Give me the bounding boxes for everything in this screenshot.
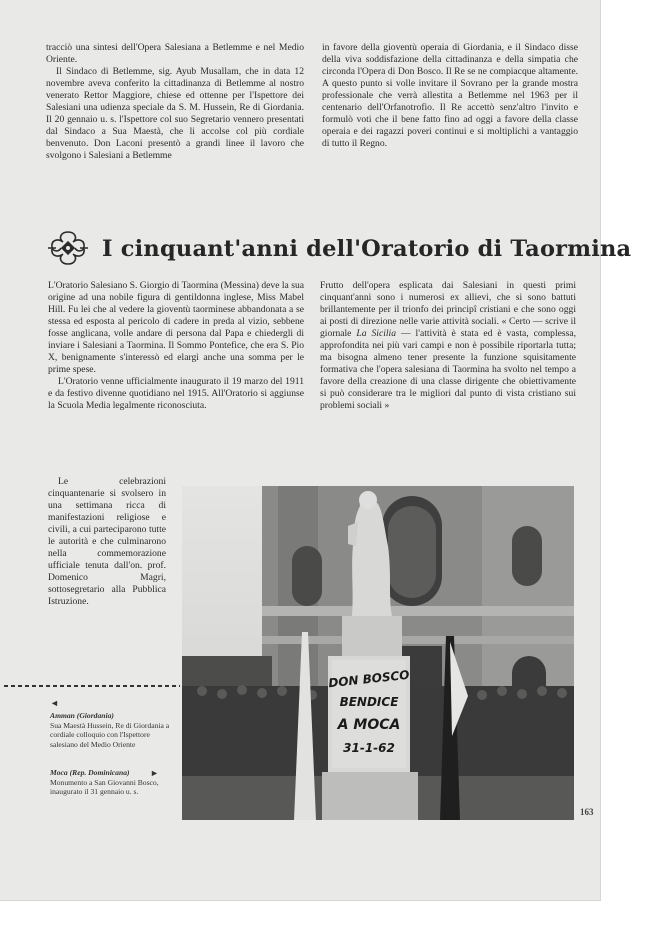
caption-amman	[50, 711, 178, 749]
arrow-left-icon: ◄	[50, 698, 59, 708]
caption-place-text: Moca (Rep. Dominicana)	[50, 768, 130, 777]
caption-place: Amman (Giordania)	[50, 711, 114, 720]
caption-text: Sua Maestà Hussein, Re di Giordania a cordiale colloquio con l'Ispettore salesiano del Medio Oriente	[50, 720, 170, 749]
paragraph: Il Sindaco di Betlemme, sig. Ayub Musallam, che in data 12 novembre aveva conferito la cittadinanza di Betlemme al nostro venerato Rettor Maggiore, chiese ed ottenne per l'Ispettore dei Salesiani una udienza speciale da S. M. Hussein, Re di Giordania. Il 20 gennaio u. s. l'Ispettore col suo Segretario vennero presentati dal Sindaco a Sua Maestà, che li accolse col più cordiale benvenuto. Don Laconi presentò a grandi linee il lavoro che svolgono i Salesiani a Betlemme	[46, 66, 304, 162]
paragraph	[320, 280, 576, 413]
paragraph: L'Oratorio venne ufficialmente inaugurato il 19 marzo del 1911 e da festivo divenne quotidiano nel 1915. All'Oratorio si aggiunse la Scuola Media legalmente riconosciuta.	[48, 376, 304, 412]
ornament-icon	[46, 228, 90, 268]
paragraph-text: — l'attività è stata ed è vasta, complessa, approfondita nei più vari campi e non è possibile riportarla tutta; ma bisogna almeno tener presente la funzione squisitamente formativa che l'opera salesiana di Taormina ha svolto nel tempo a favore della creazione di una classe dirigente che obiettivamente si può considerare tra le migliori dal punto di vista cristiano sui problemi sociali »	[320, 328, 576, 412]
article-right-column	[320, 280, 576, 413]
sign-line: 31-1-62	[343, 741, 395, 755]
article-title: I cinquant'anni dell'Oratorio di Taormina	[102, 236, 632, 262]
photo-illustration	[182, 486, 574, 820]
caption-text: Monumento a San Giovanni Bosco, inaugurato il 31 gennaio u. s.	[50, 777, 159, 797]
top-left-column	[46, 42, 304, 162]
paragraph-text: Frutto dell'opera esplicata dai Salesiani in questi primi cinquant'anni sono i numerosi ex allievi, che si sono battuti brillantemente per il trionfo dei principî cristiani e che sono oggi ai posti di direzione nelle varie attività sociali. « Certo — scrive il giornale	[320, 280, 576, 340]
top-right-column	[322, 42, 578, 150]
sign-line: A MOCA	[337, 717, 401, 733]
article-narrow-column	[48, 476, 166, 609]
sign-line: BENDICE	[339, 695, 399, 709]
dashed-divider	[4, 683, 180, 689]
paragraph: in favore della gioventù operaia di Giordania, e il Sindaco disse della viva soddisfazione della cittadinanza e della simpatia che circonda l'Opera di Don Bosco. Il Re se ne compiacque altamente. A questo punto si volle invitare il Sovrano per la grande mostra professionale che verrà allestita a Betlemme nel 1963 per il centenario dell'Orfanotrofio. Il Re accettò senz'altro l'invito e formulò voti che il bene fatto fino ad oggi a favore della classe operaia e dei ragazzi poveri continui e si moltiplichi a vantaggio di tutto il Regno.	[322, 42, 578, 150]
sign-text	[328, 668, 410, 760]
page-number: 163	[580, 807, 594, 817]
paragraph: tracciò una sintesi dell'Opera Salesiana a Betlemme e nel Medio Oriente.	[46, 42, 304, 66]
paragraph: L'Oratorio Salesiano S. Giorgio di Taormina (Messina) deve la sua origine ad una nobile figura di gentildonna inglese, Miss Mabel Hill. Fu lei che al vedere la gioventù taorminese abbandonata a se stessa ed esposta al pericolo di cadere in preda al vizio, sebbene fosse anglicana, volle andare di persona dal Papa e chiedergli di inviare i Salesiani a Taormina. Il Sommo Pontefice, che era S. Pio X, benignamente s'interessò ed elargì anche una somma per le prime spese.	[48, 280, 304, 376]
arrow-right-icon: ►	[150, 768, 159, 778]
article-headline	[46, 228, 632, 268]
sign-line: DON BOSCO	[327, 667, 411, 691]
paragraph: Le celebrazioni cinquantenarie si svolsero in una settimana ricca di manifestazioni religiose e civili, a cui parteciparono tutte le autorità e che culminarono nella commemorazione ufficiale tenuta dall'on. prof. Domenico Magri, sottosegretario alla Pubblica Istruzione.	[48, 476, 166, 608]
newspaper-name: La Sicilia	[356, 328, 397, 340]
monument-photo	[182, 486, 574, 820]
article-left-column	[48, 280, 304, 413]
